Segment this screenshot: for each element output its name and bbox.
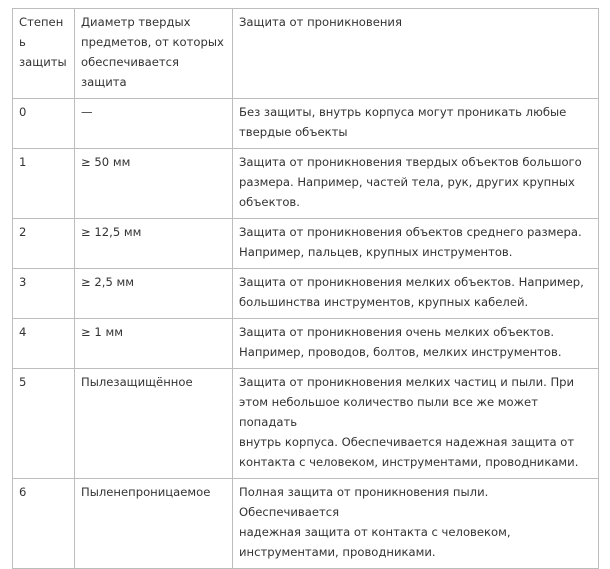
table-row [13, 479, 599, 569]
ip-protection-table [12, 8, 599, 569]
header-degree-label: Степень защиты [19, 15, 67, 69]
diameter-cell [75, 219, 233, 269]
table-row [13, 99, 599, 149]
degree-cell [13, 369, 75, 479]
table-row [13, 219, 599, 269]
degree-cell [13, 149, 75, 219]
diameter-value: — [81, 105, 93, 119]
diameter-value: ≥ 50 мм [81, 155, 131, 169]
degree-cell [13, 319, 75, 369]
table-row [13, 269, 599, 319]
degree-value: 5 [19, 375, 27, 389]
header-protection [233, 9, 599, 99]
protection-cell [233, 319, 599, 369]
protection-cell [233, 269, 599, 319]
degree-cell [13, 99, 75, 149]
table-row [13, 369, 599, 479]
diameter-value: ≥ 1 мм [81, 325, 123, 339]
degree-cell [13, 269, 75, 319]
diameter-cell [75, 269, 233, 319]
degree-value: 4 [19, 325, 27, 339]
header-degree [13, 9, 75, 99]
header-diameter-label: Диаметр твердых предметов, от которых обеспечивается защита [81, 15, 224, 89]
protection-cell [233, 369, 599, 479]
degree-value: 6 [19, 485, 27, 499]
diameter-cell [75, 369, 233, 479]
diameter-value: Пылезащищённое [81, 375, 193, 389]
degree-value: 1 [19, 155, 27, 169]
diameter-cell [75, 479, 233, 569]
degree-value: 0 [19, 105, 27, 119]
diameter-cell [75, 319, 233, 369]
protection-value: Без защиты, внутрь корпуса могут проникать любые твердые объекты [239, 105, 567, 139]
table-row [13, 149, 599, 219]
ip-protection-table-container [12, 8, 599, 569]
diameter-value: ≥ 2,5 мм [81, 275, 135, 289]
protection-cell [233, 99, 599, 149]
protection-cell [233, 219, 599, 269]
diameter-cell [75, 149, 233, 219]
protection-cell [233, 149, 599, 219]
header-protection-label: Защита от проникновения [239, 15, 402, 29]
degree-cell [13, 219, 75, 269]
protection-value: Защита от проникновения мелких частиц и пыли. При этом небольшое количество пыли все же может попадать внутрь корпуса. Обеспечивается надежная защита от контакта с человеком, инструментами, проводниками. [239, 375, 579, 469]
degree-value: 3 [19, 275, 27, 289]
table-header-row [13, 9, 599, 99]
table-row [13, 319, 599, 369]
degree-value: 2 [19, 225, 27, 239]
protection-cell [233, 479, 599, 569]
header-diameter [75, 9, 233, 99]
protection-value: Защита от проникновения мелких объектов. Например, большинства инструментов, крупных кабелей. [239, 275, 584, 309]
diameter-cell [75, 99, 233, 149]
degree-cell [13, 479, 75, 569]
protection-value: Защита от проникновения твердых объектов большого размера. Например, частей тела, рук, других крупных объектов. [239, 155, 582, 209]
diameter-value: Пыленепроницаемое [81, 485, 211, 499]
protection-value: Защита от проникновения объектов среднего размера. Например, пальцев, крупных инструментов. [239, 225, 582, 259]
protection-value: Полная защита от проникновения пыли. Обеспечивается надежная защита от контакта с человеком, инструментами, проводниками. [239, 485, 511, 559]
diameter-value: ≥ 12,5 мм [81, 225, 142, 239]
protection-value: Защита от проникновения очень мелких объектов. Например, проводов, болтов, мелких инструментов. [239, 325, 562, 359]
